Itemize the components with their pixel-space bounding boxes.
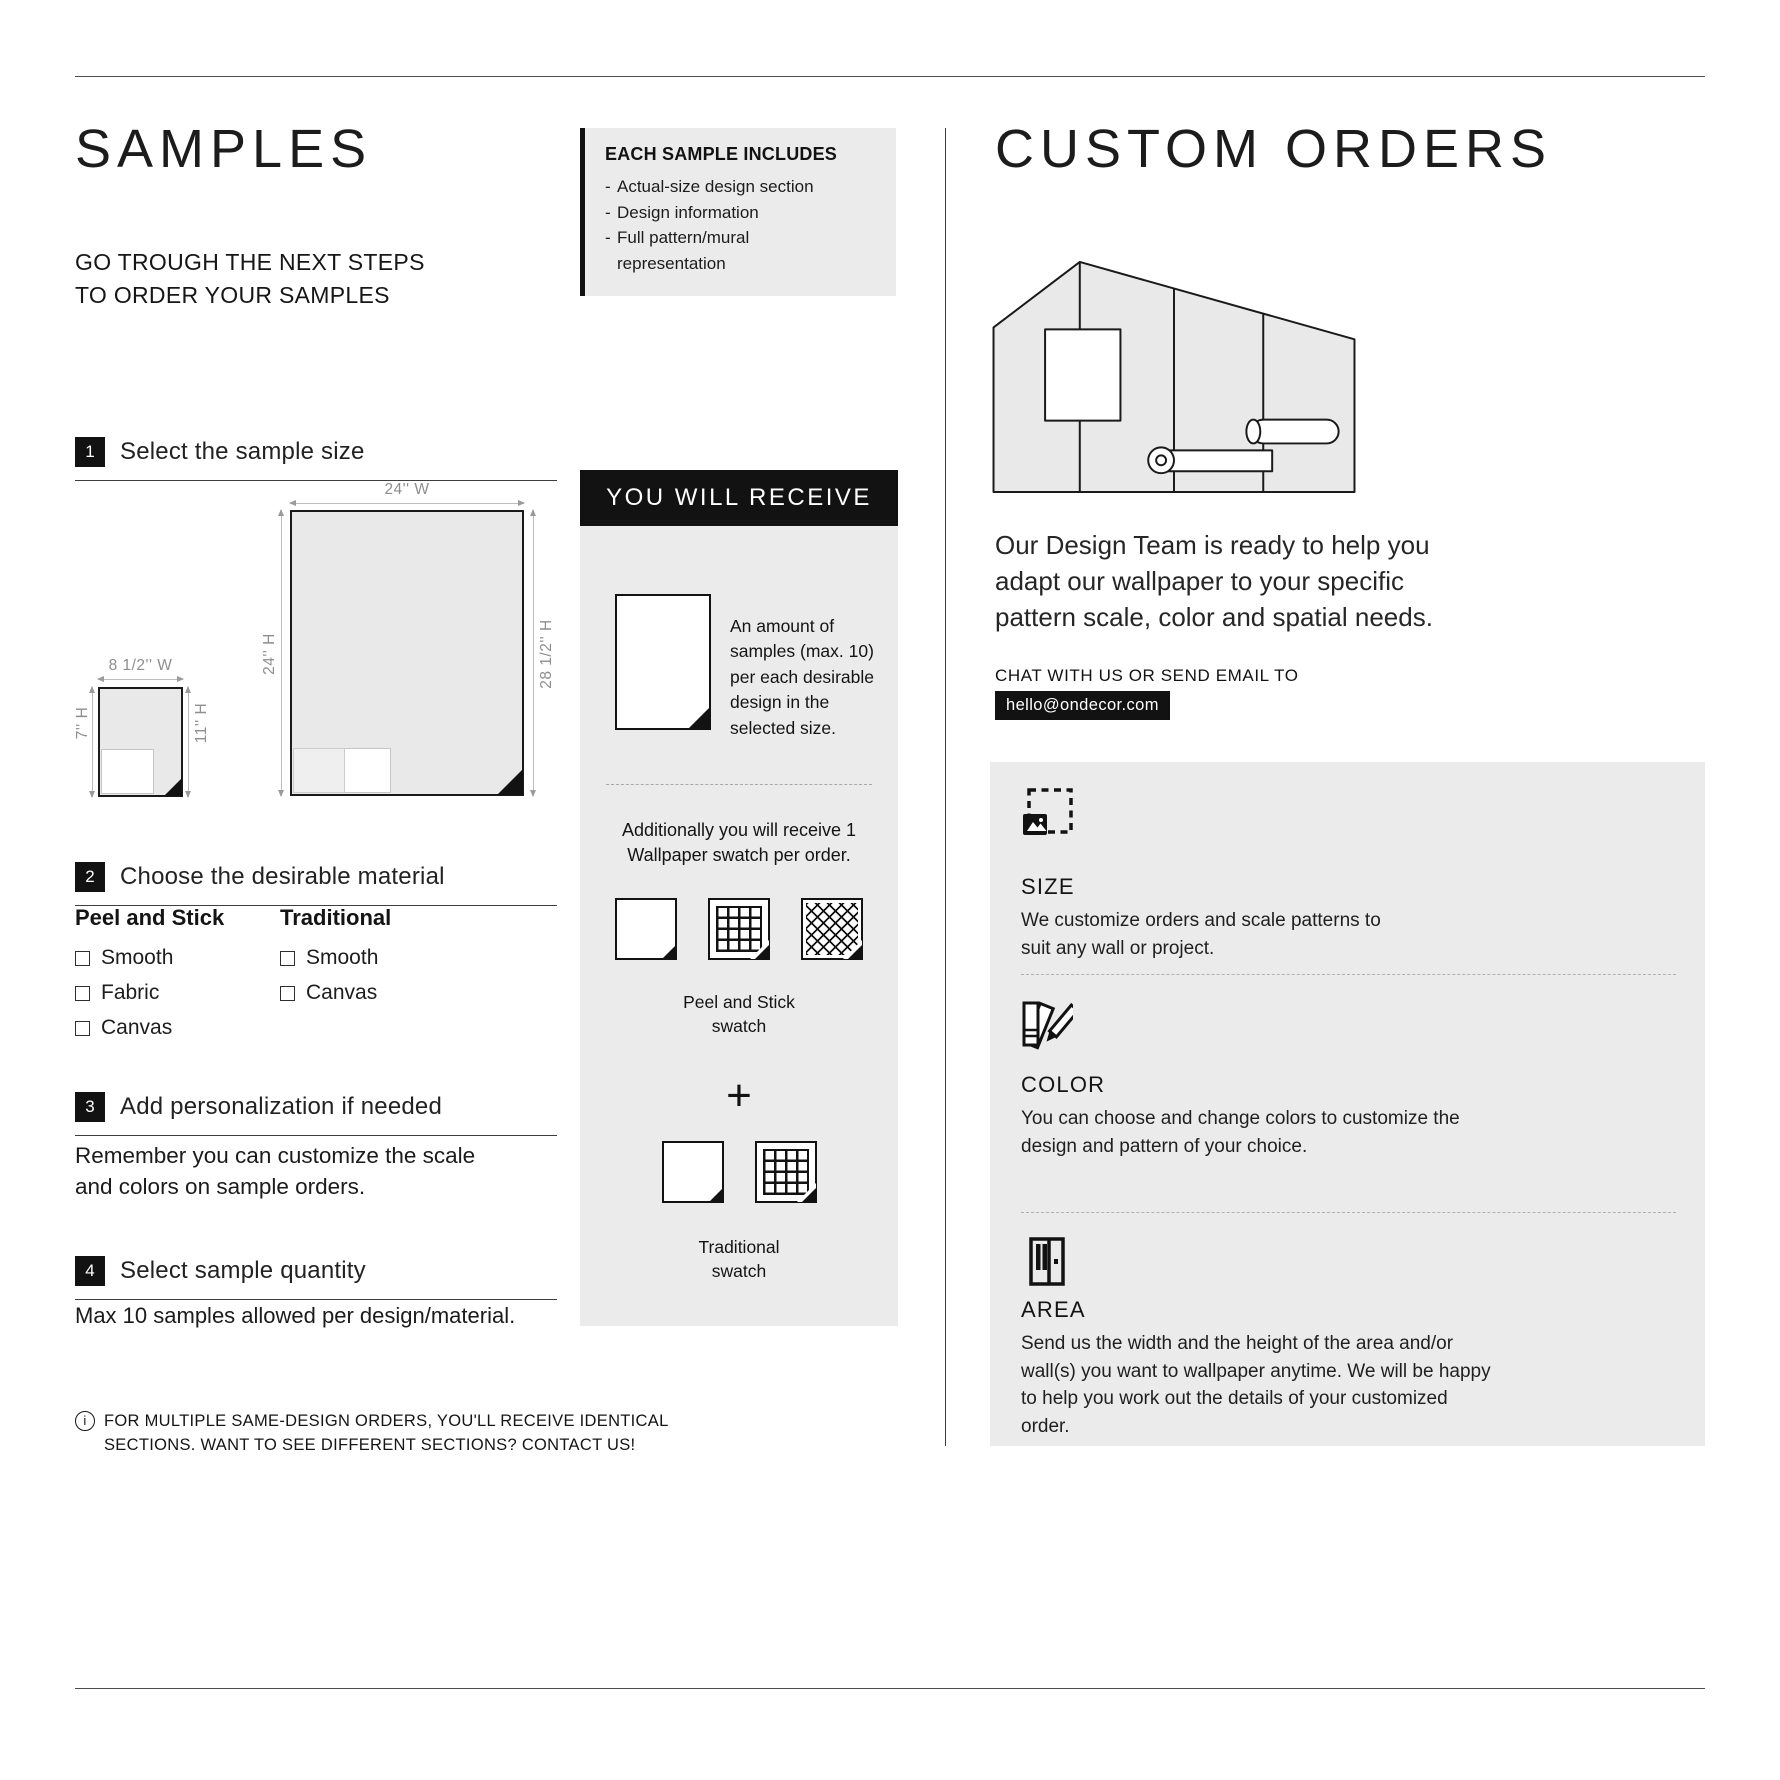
- picture-frame: [1045, 329, 1120, 420]
- peel-swatch-caption: [580, 991, 898, 1038]
- feature-text-color: You can choose and change colors to customize the design and pattern of your choice.: [1021, 1108, 1460, 1157]
- material-option-label: Canvas: [306, 981, 378, 1004]
- folded-corner-icon: [662, 945, 676, 959]
- material-column-peel-and-stick: [75, 905, 224, 1051]
- folded-corner-icon: [497, 769, 523, 795]
- sample-includes-item: - Full pattern/mural representation: [605, 225, 857, 276]
- column-divider: [945, 128, 946, 1446]
- feature-text-size: We customize orders and scale patterns to suit any wall or project.: [1021, 910, 1381, 959]
- material-option-label: Smooth: [101, 946, 174, 969]
- material-option-smooth: [280, 946, 391, 970]
- wallpaper-roll-coil-center: [1156, 455, 1166, 465]
- checkbox-icon: [280, 951, 295, 966]
- samples-intro: [75, 246, 425, 311]
- folded-corner-icon: [848, 945, 862, 959]
- material-option-fabric: [75, 981, 224, 1005]
- feature-title-color: COLOR: [1021, 1072, 1106, 1097]
- samples-title: SAMPLES: [75, 119, 373, 179]
- plus-sign: +: [726, 1071, 752, 1120]
- dashed-divider: [606, 784, 872, 785]
- custom-orders-title: CUSTOM ORDERS: [995, 119, 1553, 179]
- step-3-header: [75, 1092, 557, 1136]
- sample-section-overlay: [101, 749, 154, 794]
- step-3-number: 3: [75, 1092, 105, 1122]
- step-2-number: 2: [75, 862, 105, 892]
- swatch-crosshatch-icon: [801, 898, 863, 960]
- sample-section-overlay-small: [293, 748, 345, 793]
- large-sample-rect: [290, 510, 524, 796]
- swatch-grid-icon: [708, 898, 770, 960]
- step-1-header: [75, 437, 557, 481]
- material-option-canvas: [280, 981, 391, 1005]
- sample-size-diagram: [74, 481, 565, 839]
- small-sample-left-height-label: 7'' H: [74, 706, 91, 740]
- folded-corner-icon: [164, 778, 182, 796]
- traditional-swatch-caption-line1: Traditional: [698, 1237, 780, 1257]
- samples-intro-line1: GO TROUGH THE NEXT STEPS: [75, 249, 425, 275]
- folded-corner-icon: [688, 707, 710, 729]
- folded-corner-icon: [802, 1188, 816, 1202]
- dashed-divider: [1021, 974, 1676, 975]
- traditional-swatch-caption: [580, 1236, 898, 1283]
- sample-sheet-icon: [615, 594, 711, 730]
- email-badge: hello@ondecor.com: [995, 691, 1170, 720]
- personalization-note: Remember you can customize the scale and colors on sample orders.: [75, 1143, 476, 1200]
- checkbox-icon: [75, 986, 90, 1001]
- material-column-title: Peel and Stick: [75, 905, 225, 930]
- wallpaper-roll-icon: [1251, 420, 1338, 444]
- area-icon: [1021, 1236, 1073, 1288]
- custom-orders-intro: Our Design Team is ready to help you adapt our wallpaper to your specific pattern scale, color and spatial needs.: [995, 530, 1433, 632]
- swatch-plain-icon: [662, 1141, 724, 1203]
- wallpaper-roll-end: [1246, 420, 1260, 444]
- step-3-label: Add personalization if needed: [120, 1093, 443, 1120]
- feature-title-area: AREA: [1021, 1297, 1086, 1322]
- large-sample-width-measure-line: [290, 503, 524, 504]
- footnote-text: FOR MULTIPLE SAME-DESIGN ORDERS, YOU'LL RECEIVE IDENTICAL SECTIONS. WANT TO SEE DIFFERENT SECTIONS? CONTACT US!: [104, 1412, 668, 1454]
- sample-includes-box: [580, 128, 896, 296]
- folded-corner-icon: [709, 1188, 723, 1202]
- material-option-canvas: [75, 1016, 224, 1040]
- step-4-number: 4: [75, 1256, 105, 1286]
- small-sample-rect: [98, 687, 183, 797]
- small-sample-left-measure-line: [92, 687, 93, 797]
- large-sample-left-measure-line: [281, 510, 282, 796]
- bottom-rule: [75, 1688, 1705, 1689]
- small-sample-right-height-label: 11'' H: [193, 702, 210, 744]
- checkbox-icon: [75, 1021, 90, 1036]
- traditional-swatch-row: [580, 1141, 898, 1203]
- feature-title-size: SIZE: [1021, 874, 1075, 899]
- swatch-plain-icon: [615, 898, 677, 960]
- receive-swatch-text: Additionally you will receive 1 Wallpaper swatch per order.: [621, 820, 857, 866]
- color-icon: [1021, 1000, 1073, 1052]
- step-1-label: Select the sample size: [120, 438, 365, 465]
- swatch-grid-icon: [755, 1141, 817, 1203]
- sample-includes-title: EACH SAMPLE INCLUDES: [605, 144, 838, 164]
- checkbox-icon: [280, 986, 295, 1001]
- sample-includes-item: - Actual-size design section: [605, 174, 857, 200]
- wallpaper-wall-illustration: [990, 258, 1358, 496]
- material-option-label: Fabric: [101, 981, 160, 1004]
- checkbox-icon: [75, 951, 90, 966]
- step-2-label: Choose the desirable material: [120, 863, 445, 890]
- dashed-divider: [1021, 1212, 1676, 1213]
- chat-label: CHAT WITH US OR SEND EMAIL TO: [995, 666, 1299, 685]
- you-will-receive-header: YOU WILL RECEIVE: [580, 470, 898, 526]
- sample-includes-item: - Design information: [605, 200, 857, 226]
- small-sample-width-label: 8 1/2'' W: [108, 657, 173, 674]
- step-4-label: Select sample quantity: [120, 1257, 366, 1284]
- footnote: [75, 1410, 715, 1458]
- quantity-note: Max 10 samples allowed per design/material.: [75, 1303, 516, 1328]
- large-sample-right-height-label: 28 1/2'' H: [538, 619, 555, 689]
- peel-swatch-caption-line2: swatch: [711, 1015, 767, 1036]
- step-2-header: [75, 862, 557, 906]
- step-1-number: 1: [75, 437, 105, 467]
- peel-swatch-caption-line1: Peel and Stick: [683, 992, 795, 1012]
- large-sample-width-label: 24'' W: [384, 481, 430, 498]
- custom-orders-panel: [990, 762, 1705, 1446]
- feature-text-area: Send us the width and the height of the area and/or wall(s) you want to wallpaper anytime. We will be happy to help you work out the details of your customized order.: [1021, 1333, 1491, 1437]
- traditional-swatch-caption-line2: swatch: [711, 1260, 767, 1281]
- wallpaper-sheet: [1161, 450, 1272, 471]
- peel-and-stick-swatch-row: [580, 898, 898, 960]
- size-icon: [1021, 788, 1073, 840]
- small-sample-right-measure-line: [188, 687, 189, 797]
- material-option-smooth: [75, 946, 224, 970]
- large-sample-right-measure-line: [533, 510, 534, 796]
- you-will-receive-panel: [580, 526, 898, 1326]
- material-column-title: Traditional: [280, 905, 392, 930]
- samples-intro-line2: TO ORDER YOUR SAMPLES: [75, 281, 390, 308]
- large-sample-left-height-label: 24'' H: [261, 633, 278, 675]
- material-option-label: Smooth: [306, 946, 379, 969]
- material-column-traditional: [280, 905, 391, 1016]
- folded-corner-icon: [755, 945, 769, 959]
- top-rule: [75, 76, 1705, 77]
- material-option-label: Canvas: [101, 1016, 173, 1039]
- receive-samples-text: An amount of samples (max. 10) per each desirable design in the selected size.: [730, 616, 874, 738]
- step-4-header: [75, 1256, 557, 1300]
- small-sample-width-measure-line: [98, 679, 183, 680]
- info-icon: i: [75, 1411, 95, 1431]
